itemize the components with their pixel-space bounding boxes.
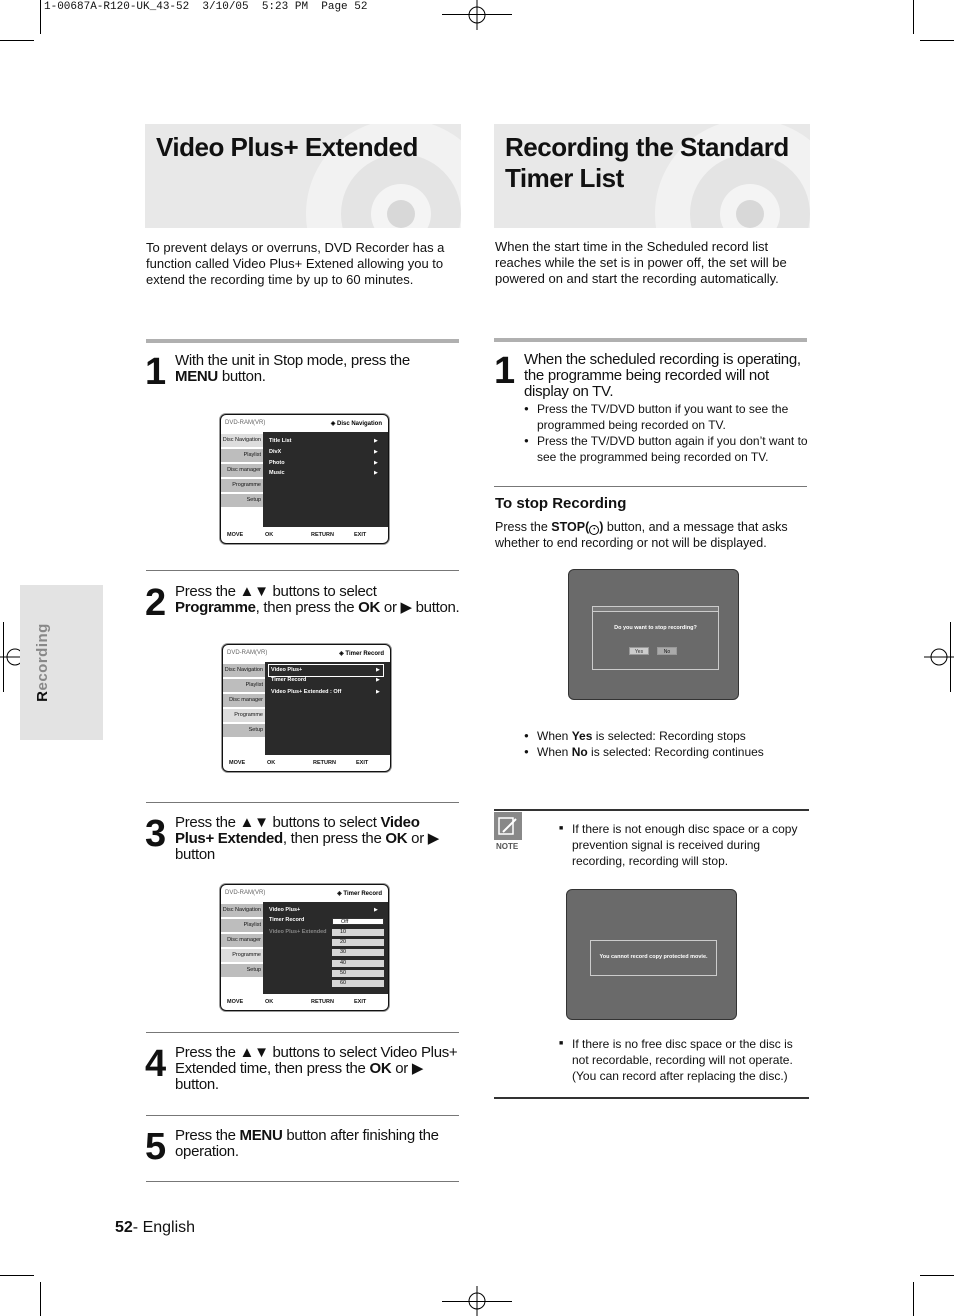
registration-mark-icon [462,1286,492,1316]
divider [494,486,807,487]
step-number: 1 [145,351,165,393]
menu-item: DivX [269,449,282,455]
menu-screen-extended-options [220,884,389,1011]
divider [494,1097,809,1099]
dialog-message: You cannot record copy protected movie. [599,954,708,960]
screen-header: DVD-RAM(VR) ◈ Timer Record [223,645,390,662]
print-header: 1-00687A-R120-UK_43-52 3/10/05 5:23 PM Page 52 [44,1,368,13]
step-number: 5 [145,1126,165,1168]
section-side-tab [20,585,103,740]
list-item: ● When Yes is selected: Recording stops [524,728,804,744]
stop-recording-dialog [592,606,719,670]
step-number: 3 [145,813,165,855]
side-menu-item: Playlist [221,919,263,932]
menu-item: Video Plus+ Extended : Off [271,689,342,695]
menu-item: Music [269,470,285,476]
yes-button[interactable]: Yes [629,647,649,655]
crop-mark [40,1282,41,1316]
step-text: Press the ▲▼ buttons to select Programme, then press the OK or ▶ button. [175,583,460,616]
divider [146,570,459,571]
side-menu-item: Disc manager [223,694,265,707]
stop-recording-screen [568,569,739,700]
menu-item: Video Plus+ [269,907,301,913]
arrow-right-icon: ▶ [374,449,378,455]
dropdown-option[interactable]: 60 [332,980,384,987]
side-menu-item: Setup [223,724,265,737]
menu-item: Photo [269,460,285,466]
screen-footer: MOVE OK RETURN EXIT [221,527,388,543]
page-footer: 52- English [115,1219,196,1236]
dropdown-option[interactable]: Off [332,918,384,925]
screen-side-menu [221,902,263,994]
side-menu-item: Setup [221,964,263,977]
registration-mark-icon [462,0,492,30]
note-list [559,1036,809,1084]
divider [146,802,459,803]
step-number: 1 [494,350,514,392]
screen-footer: MOVE OK RETURN EXIT [223,755,390,771]
stop-circle-icon: • [589,525,599,535]
stop-result-bullets [524,728,804,760]
left-intro: To prevent delays or overruns, DVD Recorder has a function called Video Plus+ Extened allowing you to extend the recording time by up to 60 minutes. [146,240,445,287]
dropdown-option[interactable]: 50 [332,970,384,977]
menu-screen-disc-navigation [220,414,389,544]
stop-instructions: Press the STOP( • ) button, and a message that asks whether to end recording or not will be displayed. [495,520,788,550]
divider [146,1032,459,1033]
right-intro: When the start time in the Scheduled record list reaches while the set is in power off, the set will be powered on and start the recording automatically. [495,239,787,286]
note-label: NOTE [496,842,519,851]
menu-item: Video Plus+ [271,667,303,673]
screen-header: DVD-RAM(VR) ◈ Timer Record [221,885,388,902]
section-tab-label: Recording [34,623,51,702]
menu-item: Timer Record [269,917,305,923]
dialog-message: Do you want to stop recording? [614,625,697,631]
arrow-right-icon: ▶ [374,907,378,913]
arrow-right-icon: ▶ [376,677,380,683]
step-text: Press the ▲▼ buttons to select Video Plus+ Extended time, then press the OK or ▶ button. [175,1044,458,1093]
arrow-right-icon: ▶ [376,689,380,695]
side-menu-item: Setup [221,494,263,507]
page-title: Video Plus+ Extended [156,132,418,162]
no-button[interactable]: No [657,647,677,655]
side-menu-item: Playlist [223,679,265,692]
dropdown-option[interactable]: 30 [332,949,384,956]
side-menu-item: Disc manager [221,934,263,947]
copy-protection-dialog [590,940,717,976]
section-heading: To stop Recording [495,495,627,512]
page-title: Recording the Standard Timer List [505,132,789,193]
step-text: Press the ▲▼ buttons to select Video Plus+ Extended, then press the OK or ▶ button [175,814,440,863]
divider [494,809,809,811]
arrow-right-icon: ▶ [374,438,378,444]
divider [494,338,807,342]
crop-mark [913,0,914,34]
menu-item: Title List [269,438,292,444]
side-menu-item: Programme [223,709,265,722]
side-menu-item: Disc Navigation [221,434,263,447]
step-number: 4 [145,1043,165,1085]
step-bullets [524,401,809,465]
crop-mark [0,1275,34,1276]
copy-protection-screen [566,889,737,1020]
step-text: When the scheduled recording is operating, the programme being recorded will not display on TV. [524,351,801,400]
list-item: ● When No is selected: Recording continues [524,744,804,760]
arrow-right-icon: ▶ [374,460,378,466]
registration-mark-icon [924,642,954,672]
divider [146,1115,459,1116]
dropdown-option[interactable]: 10 [332,929,384,936]
side-menu-item: Programme [221,949,263,962]
list-item: ■ If there is no free disc space or the disc is not recordable, recording will not operate. (You can record after replacing the disc.) [559,1036,809,1084]
list-item: ● Press the TV/DVD button again if you don’t want to see the programmed being recorded on TV. [524,433,809,465]
list-item: ● Press the TV/DVD button if you want to see the programmed being recorded on TV. [524,401,809,433]
dropdown-option[interactable]: 40 [332,960,384,967]
arrow-right-icon: ▶ [376,667,380,673]
crop-mark [913,1282,914,1316]
right-title-box [494,124,810,228]
crop-mark [40,0,41,34]
screen-header: DVD-RAM(VR) ◈ Disc Navigation [221,415,388,432]
divider [146,1181,459,1182]
screen-footer: MOVE OK RETURN EXIT [221,994,388,1010]
list-item: ■ If there is not enough disc space or a copy prevention signal is received during recording, recording will stop. [559,821,807,869]
step-number: 2 [145,582,165,624]
screen-side-menu [221,432,263,527]
step-text: With the unit in Stop mode, press the MENU button. [175,352,410,385]
crop-mark [0,40,34,41]
side-menu-item: Disc Navigation [223,664,265,677]
note-pencil-icon [494,812,522,840]
side-menu-item: Disc manager [221,464,263,477]
step-text: Press the MENU button after finishing the operation. [175,1127,439,1160]
note-list [559,821,807,869]
side-menu-item: Playlist [221,449,263,462]
crop-mark [920,40,954,41]
dropdown-option[interactable]: 20 [332,939,384,946]
arrow-right-icon: ▶ [374,470,378,476]
menu-screen-timer-record [222,644,391,772]
divider [146,339,459,343]
menu-item: Timer Record [271,677,307,683]
left-title-box [145,124,461,228]
side-menu-item: Programme [221,479,263,492]
side-menu-item: Disc Navigation [221,904,263,917]
screen-side-menu [223,662,265,755]
menu-item: Video Plus+ Extended [269,929,327,935]
crop-mark [920,1275,954,1276]
